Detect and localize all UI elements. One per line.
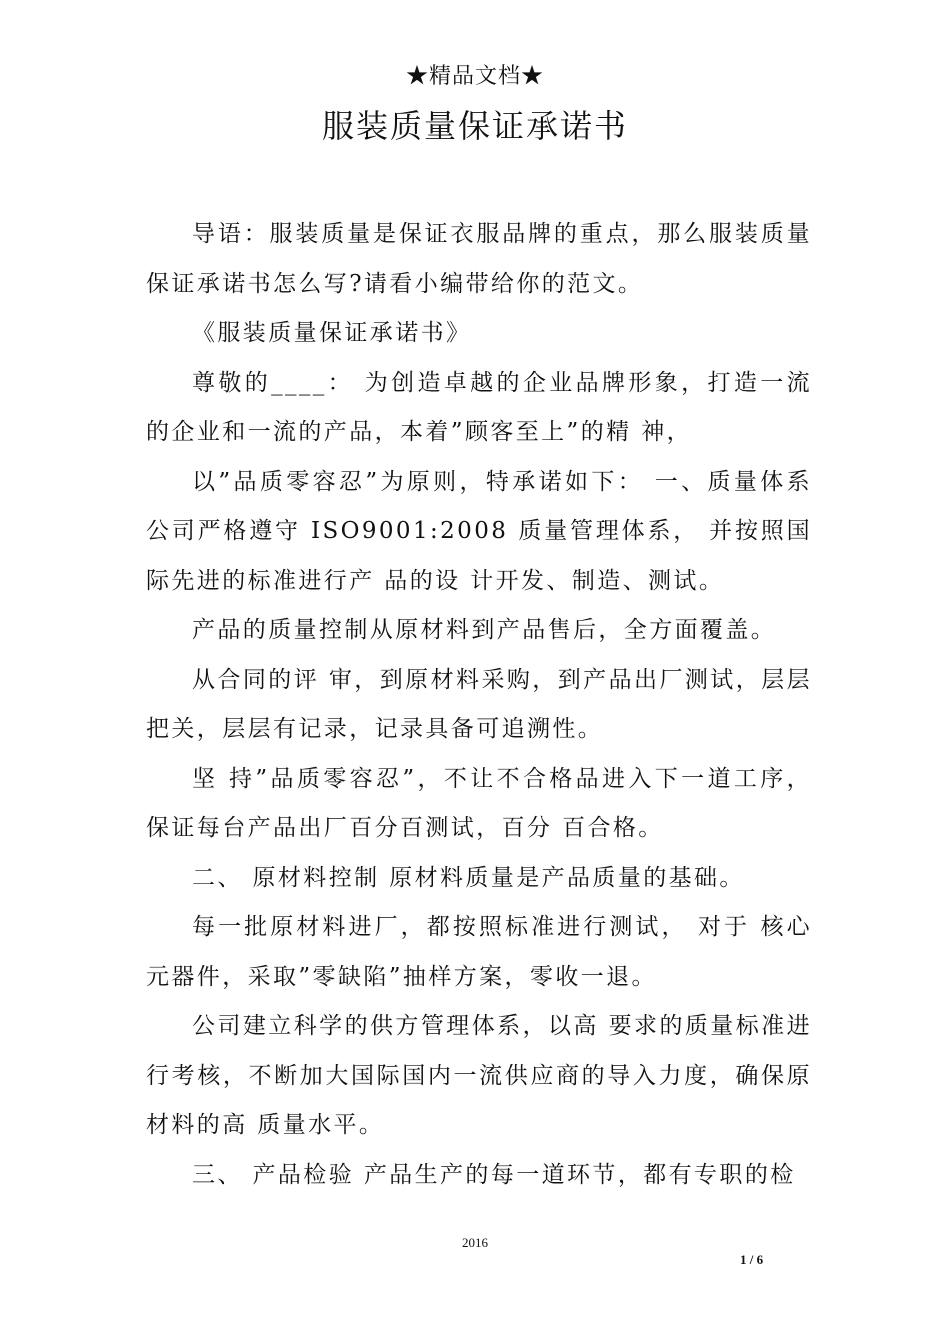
page-number: 1 / 6 [740,1252,764,1267]
paragraph-traceability: 从合同的评 审，到原材料采购，到产品出厂测试，层层把关，层层有记录，记录具备可追溯性。 [146,666,812,742]
paragraph-intro: 导语：服装质量是保证衣服品牌的重点，那么服装质量保证承诺书怎么写?请看小编带给你的范文。 [146,221,812,297]
header-mark: ★精品文档★ [405,64,544,89]
document-title: 服装质量保证承诺书 [321,107,628,145]
paragraph-salutation: 尊敬的____： 为创造卓越的企业品牌形象，打造一流的企业和一流的产品，本着”顾客至上”的精 神， [146,369,812,445]
document-body [146,210,812,1200]
paragraph-heading: 《服装质量保证承诺书》 [192,320,472,346]
paragraph-raw-material-testing: 每一批原材料进厂，都按照标准进行测试， 对于 核心元器件，采取”零缺陷”抽样方案，零收一退。 [146,914,812,990]
footer-year: 2016 [462,1235,488,1250]
paragraph-quality-system: 以”品质零容忍”为原则，特承诺如下： 一、质量体系 公司严格遵守 ISO9001:2008 质量管理体系， 并按照国际先进的标准进行产 品的设 计开发、制造、测试。 [146,468,812,594]
paragraph-zero-tolerance: 坚 持”品质零容忍”，不让不合格品进入下一道工序，保证每台产品出厂百分百测试，百分 百合格。 [146,765,812,841]
paragraph-coverage: 产品的质量控制从原材料到产品售后，全方面覆盖。 [192,617,777,643]
paragraph-supplier-management: 公司建立科学的供方管理体系，以高 要求的质量标准进行考核，不断加大国际国内一流供应商的导入力度，确保原材料的高 质量水平。 [146,1013,812,1138]
paragraph-raw-material-control: 二、 原材料控制 原材料质量是产品质量的基础。 [192,864,745,891]
paragraph-product-inspection: 三、 产品检验 产品生产的每一道环节，都有专职的检 [192,1161,796,1188]
